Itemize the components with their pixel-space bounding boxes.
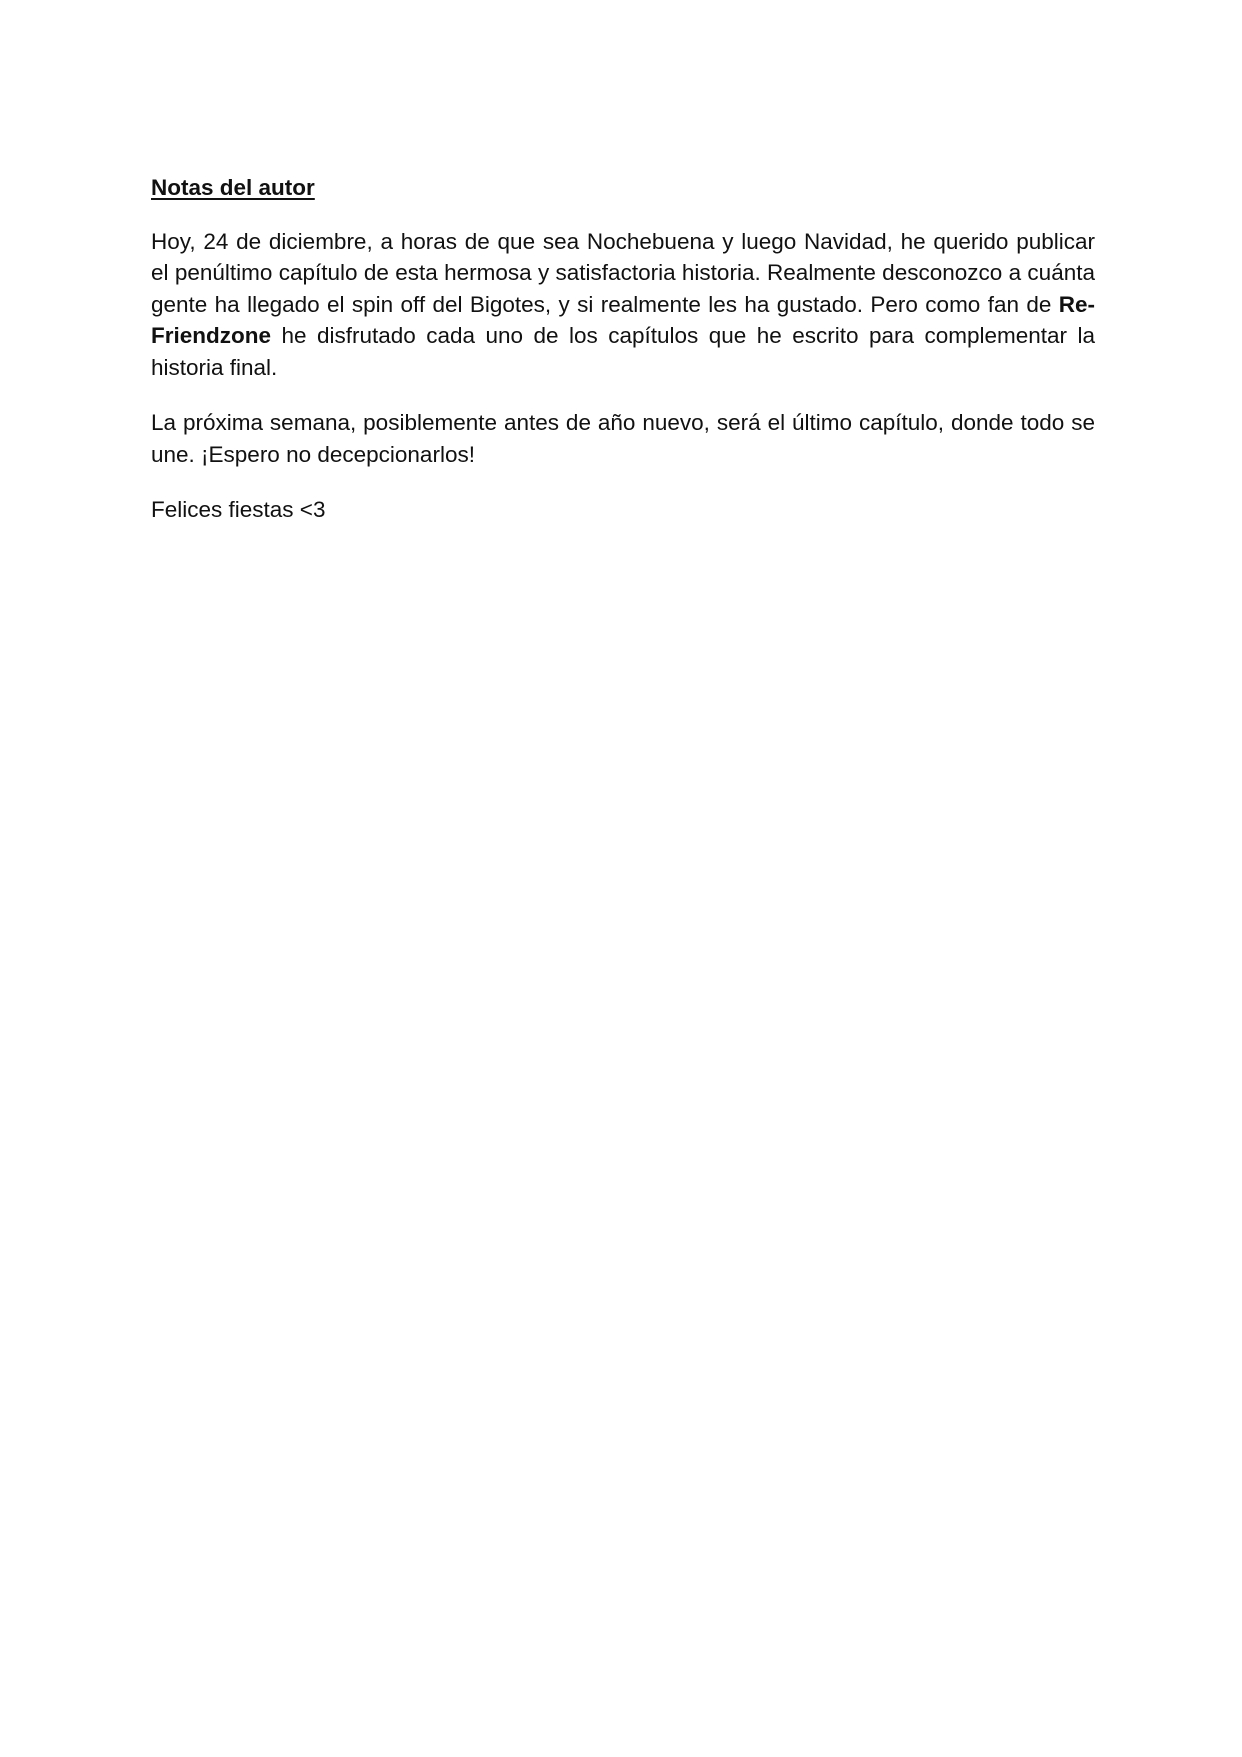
paragraph-next-chapter: La próxima semana, posiblemente antes de año nuevo, será el último capítulo, donde todo se une. ¡Espero no decepcionarlos! [151, 410, 1095, 467]
story-title-bold: Re-Friendzone [151, 291, 1095, 348]
paragraph-intro-text-start: Hoy, 24 de diciembre, a horas de que sea Nochebuena y luego Navidad, he querido publicar el penúltimo capítulo de esta hermosa y satisfactoria historia. Realmente desconozco a cuánta gente ha llegado el spin off del Bigotes, y si realmente les ha gustado. Pero como fan de [151, 228, 1095, 317]
closing-greeting: Felices fiestas <3 [151, 497, 326, 522]
document-body [151, 172, 1095, 526]
paragraph-intro [151, 226, 1095, 384]
paragraph-intro-text-end: he disfrutado cada uno de los capítulos que he escrito para complementar la historia final. [151, 323, 1095, 380]
notes-heading: Notas del autor [151, 175, 315, 200]
